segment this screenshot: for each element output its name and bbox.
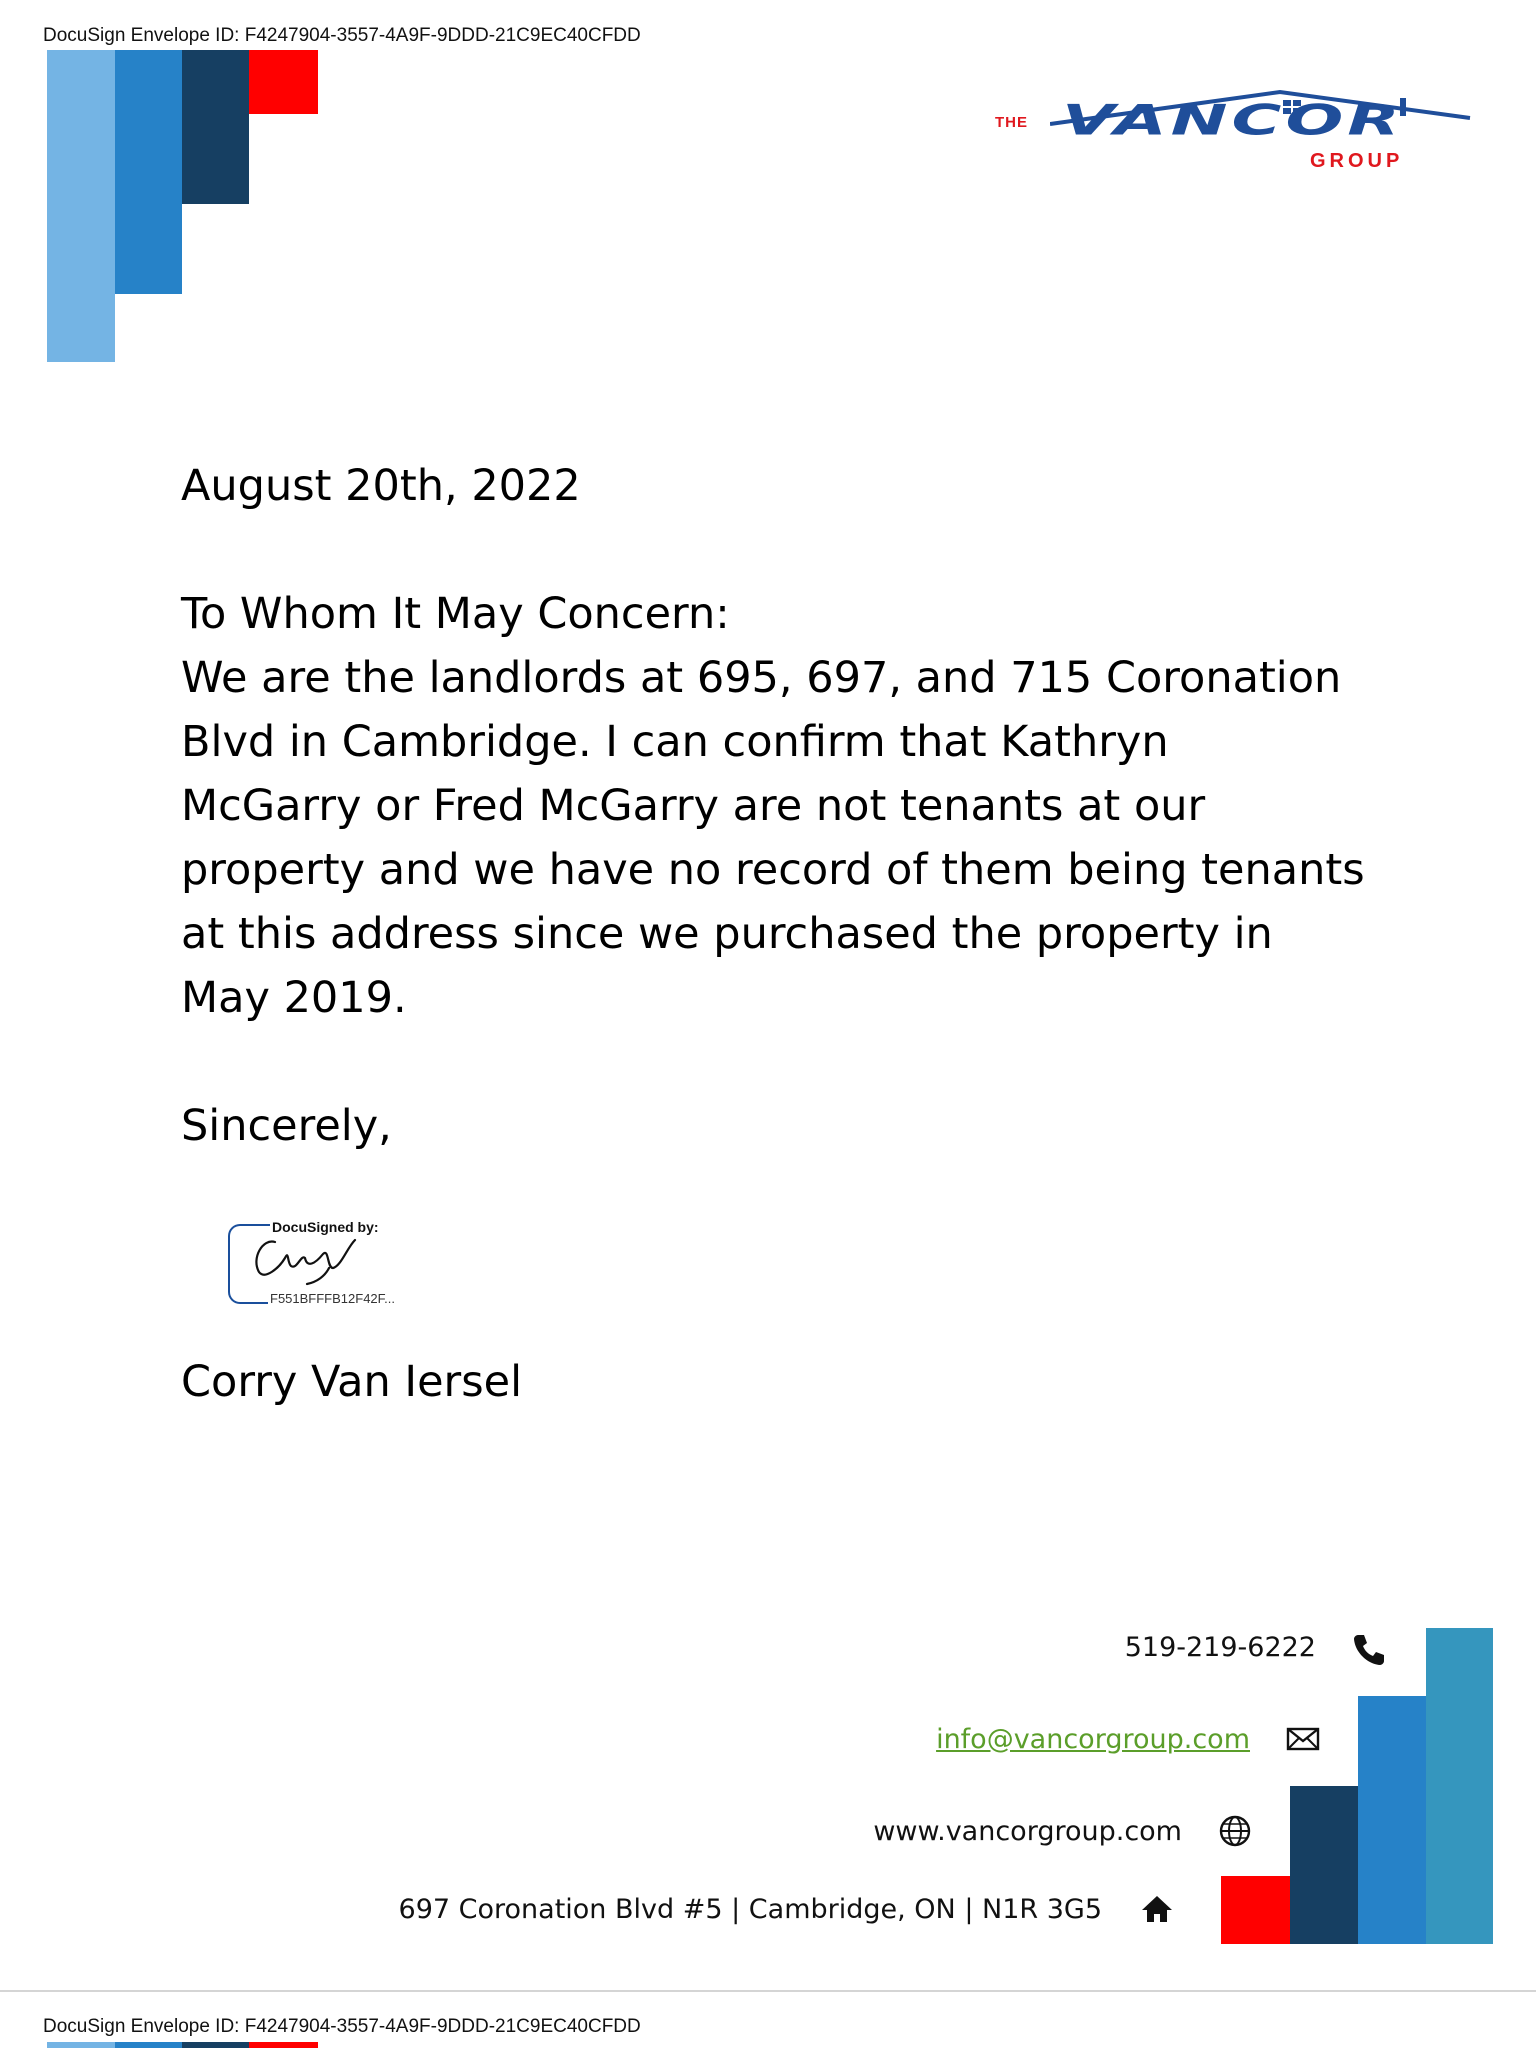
bar-light-blue	[47, 2042, 115, 2048]
footer-address: 697 Coronation Blvd #5 | Cambridge, ON | N1R 3G5	[398, 1894, 1102, 1925]
letter-body	[181, 646, 1365, 1030]
bar-mid-blue	[115, 2042, 182, 2048]
letter-body-line: May 2019.	[181, 973, 407, 1023]
letter-body-line: McGarry or Fred McGarry are not tenants at our	[181, 781, 1206, 831]
docusign-envelope-id-top: DocuSign Envelope ID: F4247904-3557-4A9F-9DDD-21C9EC40CFDD	[43, 25, 641, 46]
logo-name-text: VANCOR	[1062, 96, 1404, 146]
signature-id: F551BFFFB12F42F...	[270, 1291, 395, 1306]
phone-icon	[1352, 1632, 1386, 1666]
home-icon	[1141, 1894, 1173, 1924]
footer-website: www.vancorgroup.com	[873, 1816, 1182, 1847]
bar-red	[249, 50, 318, 114]
envelope-icon	[1286, 1726, 1320, 1752]
logo-the-text: THE	[995, 114, 1028, 131]
bar-light-blue	[47, 50, 115, 362]
bar-dark-navy	[1290, 1786, 1358, 1944]
footer-email-link[interactable]: info@vancorgroup.com	[936, 1724, 1250, 1755]
letter-date: August 20th, 2022	[181, 461, 581, 511]
bar-teal	[1426, 1628, 1493, 1944]
docusign-envelope-id-bottom: DocuSign Envelope ID: F4247904-3557-4A9F-9DDD-21C9EC40CFDD	[43, 2016, 641, 2037]
letter-signer-name: Corry Van Iersel	[181, 1357, 523, 1407]
signature-header: DocuSigned by:	[272, 1219, 379, 1235]
bar-red	[249, 2042, 318, 2048]
globe-icon	[1218, 1814, 1252, 1848]
letter-salutation: To Whom It May Concern:	[181, 589, 730, 639]
footer-phone: 519-219-6222	[1124, 1632, 1316, 1663]
bar-mid-blue	[115, 50, 182, 294]
bar-dark-navy	[182, 2042, 249, 2048]
letter-body-line: We are the landlords at 695, 697, and 715 Coronation	[181, 653, 1342, 703]
page-divider	[0, 1990, 1536, 1992]
handwritten-signature	[245, 1228, 365, 1288]
logo-group-text: GROUP	[1310, 150, 1404, 172]
bar-red	[1221, 1876, 1290, 1944]
letter-body-line: Blvd in Cambridge. I can confirm that Kathryn	[181, 717, 1169, 767]
letter-body-line: at this address since we purchased the property in	[181, 909, 1273, 959]
bar-dark-navy	[182, 50, 249, 204]
letter-closing: Sincerely,	[181, 1101, 392, 1151]
bar-mid-blue	[1358, 1696, 1426, 1944]
letter-body-line: property and we have no record of them being tenants	[181, 845, 1365, 895]
